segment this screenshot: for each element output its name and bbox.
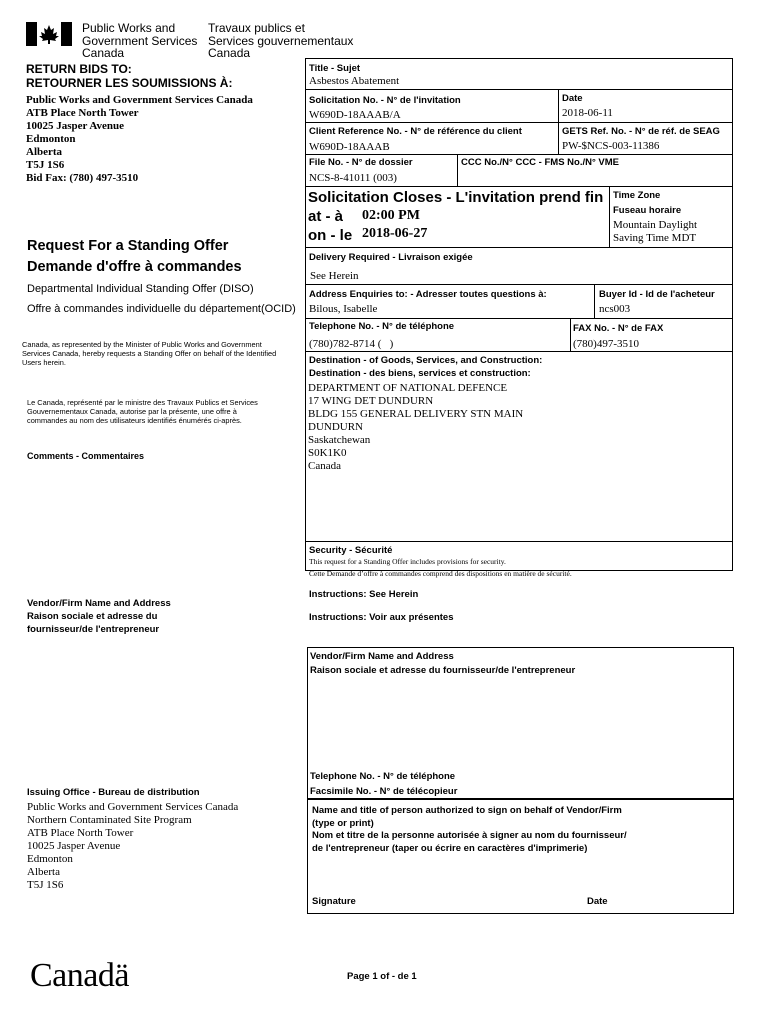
client-ref-label: Client Reference No. - N° de référence du client	[309, 126, 522, 137]
comments-label: Comments - Commentaires	[27, 451, 145, 461]
issuing-office-address: Public Works and Government Services Canada Northern Contaminated Site Program ATB Place North Tower 10025 Jasper Avenue Edmonton Alberta T5J 1S6	[27, 801, 239, 891]
date-value: 2018-06-11	[562, 107, 613, 119]
fuseau-horaire-label: Fuseau horaire	[613, 205, 682, 216]
security-text-en: This request for a Standing Offer includes provisions for security.	[309, 557, 506, 566]
destination-label-en: Destination - of Goods, Services, and Construction:	[309, 355, 543, 366]
at-value: 02:00 PM	[362, 208, 420, 223]
buyer-label: Buyer Id - Id de l'acheteur	[599, 289, 715, 300]
destination-address: DEPARTMENT OF NATIONAL DEFENCE 17 WING DET DUNDURN BLDG 155 GENERAL DELIVERY STN MAIN DUNDURN Saskatchewan S0K1K0 Canada	[308, 382, 524, 472]
request-paragraph-en: Canada, as represented by the Minister of Public Works and Government Services Canada, hereby requests a Standing Offer on behalf of the Identified Users herein.	[22, 340, 277, 367]
diso-en: Departmental Individual Standing Offer (DISO)	[27, 283, 254, 295]
enquiries-label: Address Enquiries to: - Adresser toutes questions à:	[309, 289, 547, 300]
signature-date-label: Date	[587, 896, 608, 907]
gets-value: PW-$NCS-003-11386	[562, 140, 660, 152]
ccc-label: CCC No./N° CCC - FMS No./N° VME	[461, 157, 620, 168]
at-label: at - à	[308, 208, 344, 225]
issuing-office-label: Issuing Office - Bureau de distribution	[27, 787, 200, 798]
solicitation-label: Solicitation No. - N° de l'invitation	[309, 95, 461, 106]
on-value: 2018-06-27	[362, 226, 428, 241]
dept-name-fr: Travaux publics et Services gouvernementaux Canada	[208, 21, 354, 60]
security-label: Security - Sécurité	[309, 545, 393, 556]
page-number: Page 1 of - de 1	[347, 971, 417, 982]
instructions-en: Instructions: See Herein	[309, 589, 419, 600]
closes-title: Solicitation Closes - L'invitation prend fin	[308, 189, 604, 206]
delivery-label: Delivery Required - Livraison exigée	[309, 252, 473, 263]
solicitation-value: W690D-18AAAB/A	[309, 109, 401, 121]
return-bids-title: RETURN BIDS TO: RETOURNER LES SOUMISSIONS À:	[26, 62, 233, 90]
fax-label: FAX No. - N° de FAX	[573, 323, 664, 334]
vendor-left-label: Vendor/Firm Name and Address Raison sociale et adresse du fournisseur/de l'entrepreneur	[27, 598, 171, 635]
vendor-telephone-label: Telephone No. - N° de téléphone	[310, 771, 456, 782]
canada-wordmark: Canadä	[30, 957, 129, 994]
title-label: Title - Sujet	[309, 63, 361, 74]
time-zone-value: Mountain Daylight Saving Time MDT	[613, 219, 698, 244]
vendor-label: Vendor/Firm Name and Address	[310, 651, 454, 662]
telephone-value: (780)782-8714 ( )	[309, 338, 394, 350]
buyer-value: ncs003	[599, 303, 631, 315]
file-value: NCS-8-41011 (003)	[309, 172, 397, 184]
canada-flag-icon	[26, 22, 72, 46]
dept-name-en: Public Works and Government Services Canada	[82, 21, 198, 60]
enquiries-value: Bilous, Isabelle	[309, 303, 378, 315]
request-paragraph-fr: Le Canada, représenté par le ministre des Travaux Publics et Services Gouvernementaux Canada, autorise par la présente, une offre à commandes au nom des utilisateurs identifiés énumérés ci-après.	[27, 398, 258, 425]
signature-label: Signature	[312, 896, 356, 907]
vendor-label-fr: Raison sociale et adresse du fournisseur/de l'entrepreneur	[310, 665, 576, 676]
authorized-signer-label: Name and title of person authorized to sign on behalf of Vendor/Firm (type or print) Nom et titre de la personne autorisée à signer au nom du fournisseur/ de l'entrepreneur (taper ou écrire en caractères d'imprimerie)	[312, 805, 627, 854]
time-zone-label: Time Zone	[613, 190, 661, 201]
gets-label: GETS Ref. No. - N° de réf. de SEAG	[562, 126, 720, 137]
on-label: on - le	[308, 227, 353, 244]
telephone-label: Telephone No. - N° de téléphone	[309, 321, 455, 332]
fax-value: (780)497-3510	[573, 338, 639, 350]
destination-label-fr: Destination - des biens, services et construction:	[309, 368, 531, 379]
file-label: File No. - N° de dossier	[309, 157, 413, 168]
delivery-value: See Herein	[310, 270, 359, 282]
security-text-fr: Cette Demande d’offre à commandes comprend des dispositions en matière de sécurité.	[309, 569, 572, 578]
title-value: Asbestos Abatement	[309, 75, 400, 87]
vendor-facsimile-label: Facsimile No. - N° de télécopieur	[310, 786, 458, 797]
request-title: Request For a Standing Offer Demande d'offre à commandes	[27, 238, 242, 275]
return-bids-address: Public Works and Government Services Canada ATB Place North Tower 10025 Jasper Avenue Edmonton Alberta T5J 1S6 Bid Fax: (780) 497-3510	[26, 94, 253, 184]
instructions-fr: Instructions: Voir aux présentes	[309, 612, 454, 623]
client-ref-value: W690D-18AAAB	[309, 141, 390, 153]
diso-fr: Offre à commandes individuelle du département(OCID)	[27, 303, 296, 315]
date-label: Date	[562, 93, 583, 104]
